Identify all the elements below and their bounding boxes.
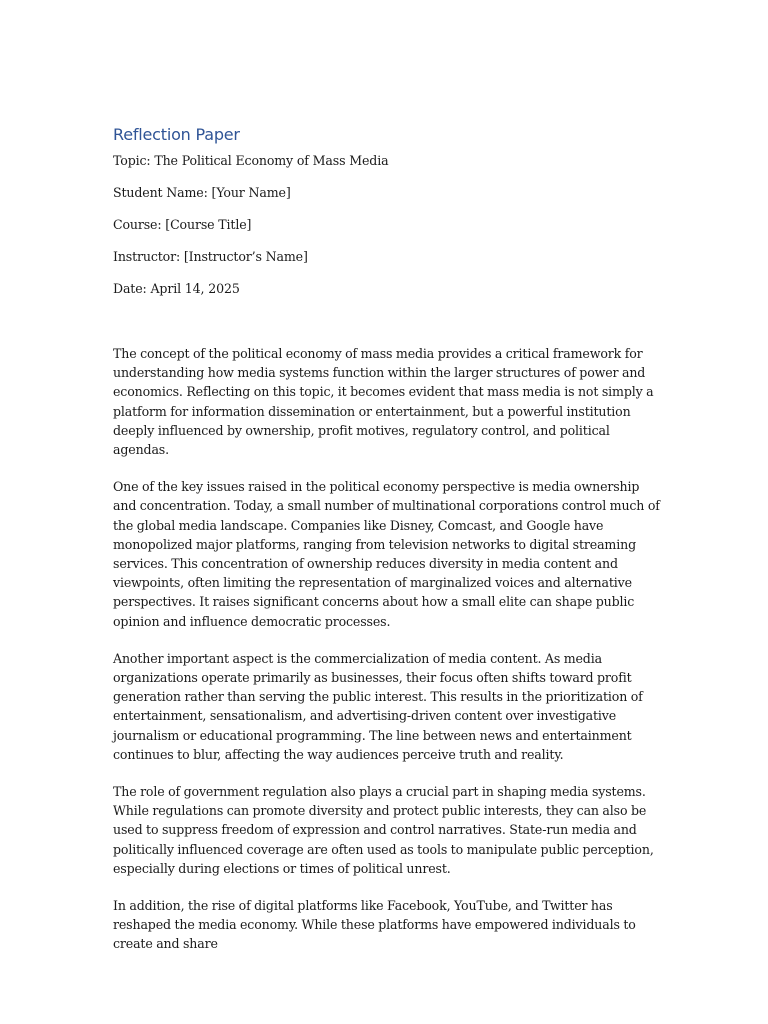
- paragraph-regulation: The role of government regulation also plays a crucial part in shaping media systems. While regulations can promote diversity and protect public interests, they can also be used to suppress freedom of expression and control narratives. State-run media and politically influenced coverage are often used as tools to manipulate public perception, especially during elections or times of political unrest.: [113, 784, 654, 876]
- paragraph-intro: The concept of the political economy of mass media provides a critical framework for understanding how media systems function within the larger structures of power and economics. Reflecting on this topic, it becomes evident that mass media is not simply a platform for information dissemination or entertainment, but a powerful institution deeply influenced by ownership, profit motives, regulatory control, and political agendas.: [113, 346, 654, 458]
- meta-course: Course: [Course Title]: [113, 217, 252, 232]
- meta-student-name: Student Name: [Your Name]: [113, 185, 291, 200]
- meta-date: Date: April 14, 2025: [113, 281, 240, 296]
- paragraph-ownership: One of the key issues raised in the political economy perspective is media ownership and concentration. Today, a small number of multinational corporations control much of the global media landscape. Companies like Disney, Comcast, and Google have monopolized major platforms, ranging from television networks to digital streaming services. This concentration of ownership reduces diversity in media content and viewpoints, often limiting the representation of marginalized voices and alternative perspectives. It raises significant concerns about how a small elite can shape public opinion and influence democratic processes.: [113, 479, 660, 629]
- section-spacer: [113, 312, 661, 344]
- paragraph-digital-platforms: In addition, the rise of digital platforms like Facebook, YouTube, and Twitter has reshaped the media economy. While these platforms have empowered individuals to create and share: [113, 898, 636, 952]
- document-title: Reflection Paper: [113, 125, 240, 144]
- paragraph-commercialization: Another important aspect is the commercialization of media content. As media organizations operate primarily as businesses, their focus often shifts toward profit generation rather than serving the public interest. This results in the prioritization of entertainment, sensationalism, and advertising-driven content over investigative journalism or educational programming. The line between news and entertainment continues to blur, affecting the way audiences perceive truth and reality.: [113, 650, 643, 762]
- document-body: [113, 124, 661, 972]
- meta-topic: Topic: The Political Economy of Mass Media: [113, 153, 389, 168]
- meta-instructor: Instructor: [Instructor’s Name]: [113, 249, 308, 264]
